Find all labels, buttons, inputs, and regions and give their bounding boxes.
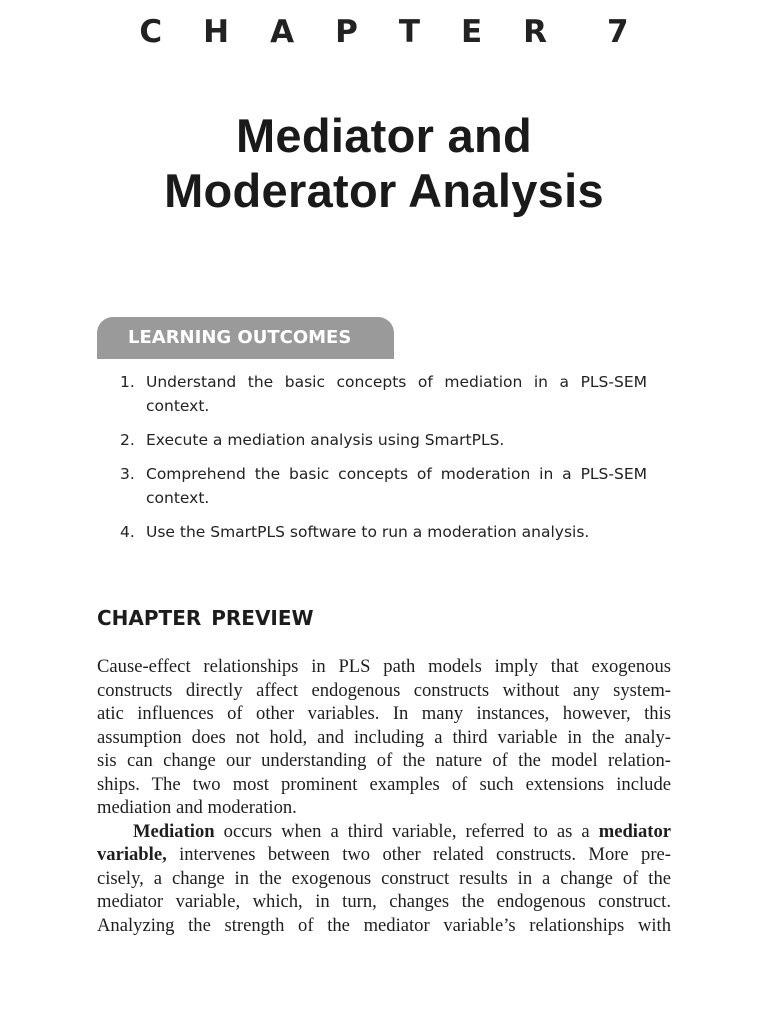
list-item-number: 4. — [120, 523, 135, 541]
list-item — [120, 428, 647, 452]
chapter-preview-heading: CHAPTER PREVIEW — [97, 606, 314, 630]
paragraph-line: sis can change our understanding of the nature of the model relation- — [97, 750, 671, 771]
term-mediator: mediator — [598, 820, 671, 842]
learning-outcomes-banner — [97, 317, 394, 359]
paragraph-text: occurs when a third variable, referred to as a — [214, 820, 599, 842]
chapter-letter: P — [335, 14, 358, 50]
list-item-text: Execute a mediation analysis using SmartPLS. — [146, 431, 505, 449]
paragraph-line: atic influences of other variables. In many instances, however, this — [97, 703, 671, 724]
paragraph-line — [97, 843, 671, 867]
chapter-letter: R — [523, 14, 548, 50]
paragraph-line: cisely, a change in the exogenous construct results in a change of the — [97, 867, 671, 889]
chapter-letter: E — [460, 14, 483, 50]
paragraph-text: intervenes between two other related constructs. More pre- — [166, 844, 671, 865]
paragraph-line — [97, 820, 671, 844]
list-item-text: Comprehend the basic concepts of moderation in a PLS-SEM context. — [146, 465, 647, 507]
chapter-number: 7 — [607, 14, 629, 50]
list-item — [120, 520, 647, 544]
learning-outcomes-heading: LEARNING OUTCOMES — [128, 327, 352, 348]
paragraph-line: ships. The two most prominent examples of such extensions include — [97, 773, 671, 795]
chapter-letter: A — [270, 14, 295, 50]
chapter-title-line-1: Mediator and — [235, 109, 533, 162]
chapter-letter: C — [139, 14, 163, 50]
chapter-title — [0, 108, 768, 218]
learning-outcomes-list — [120, 370, 647, 554]
paragraph-line: mediator variable, which, in turn, changes the endogenous construct. — [97, 891, 671, 912]
paragraph-line: Cause-effect relationships in PLS path models imply that exogenous — [97, 656, 671, 677]
list-item-number: 1. — [120, 373, 135, 391]
paragraph-line: constructs directly affect endogenous constructs without any system- — [97, 679, 671, 701]
term-mediation: Mediation — [133, 820, 215, 842]
list-item-text: Use the SmartPLS software to run a moderation analysis. — [146, 523, 590, 541]
chapter-letter: T — [398, 14, 420, 50]
paragraph-line: Analyzing the strength of the mediator variable’s relationships with — [97, 914, 671, 936]
chapter-letter: H — [203, 14, 230, 50]
list-item-number: 3. — [120, 465, 135, 483]
term-variable: variable, — [97, 844, 167, 865]
paragraph-line: mediation and moderation. — [97, 797, 297, 818]
list-item — [120, 462, 647, 510]
chapter-preview-body — [97, 655, 671, 937]
chapter-label — [0, 14, 768, 50]
list-item-text: Understand the basic concepts of mediation in a PLS-SEM context. — [146, 373, 647, 415]
list-item — [120, 370, 647, 418]
paragraph-line: assumption does not hold, and including a third variable in the analy- — [97, 726, 671, 748]
list-item-number: 2. — [120, 431, 135, 449]
chapter-title-line-2: Moderator Analysis — [164, 164, 604, 217]
